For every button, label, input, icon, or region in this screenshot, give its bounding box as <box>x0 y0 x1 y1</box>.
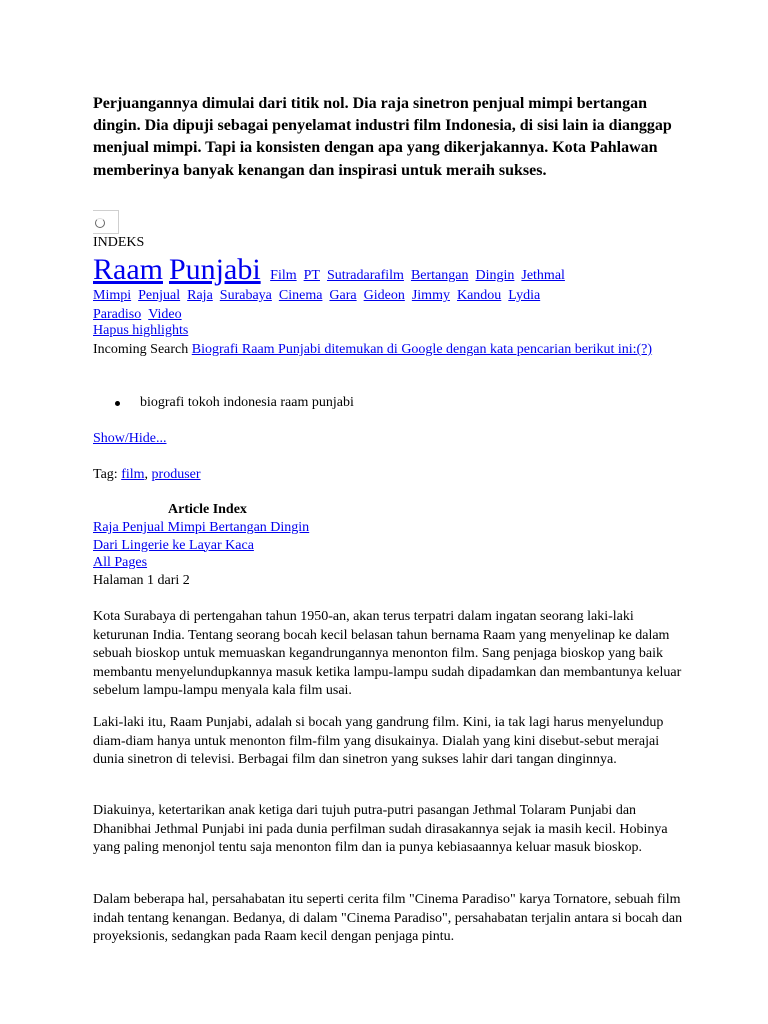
tag-link[interactable]: Gara <box>329 288 357 303</box>
article-index-link[interactable]: Dari Lingerie ke Layar Kaca <box>93 537 254 553</box>
tag-link[interactable]: Cinema <box>278 288 323 303</box>
article-index-links <box>93 519 678 572</box>
tag-link-produser[interactable]: produser <box>151 467 201 482</box>
hapus-highlights-link[interactable]: Hapus highlights <box>93 323 189 338</box>
tag-link[interactable]: Mimpi <box>93 288 132 303</box>
tag-link[interactable]: Dingin <box>475 268 515 283</box>
tag-link[interactable]: Paradiso <box>93 306 142 322</box>
intro-paragraph: Perjuangannya dimulai dari titik nol. Dia raja sinetron penjual mimpi bertangan dingin. Dia dipuji sebagai penyelamat industri film Indonesia, di sisi lain ia dianggap menjual mimpi. Tapi ia konsisten dengan apa yang dikerjakannya. Kota Pahlawan memberinya banyak kenangan dan inspirasi untuk meraih sukses. <box>93 95 672 179</box>
list-item: biografi tokoh indonesia raam punjabi <box>93 394 354 412</box>
tag-link[interactable]: PT <box>303 268 320 283</box>
tag-link[interactable]: Jethmal <box>521 268 565 283</box>
tag-link[interactable]: Raja <box>187 288 213 303</box>
article-index-link-all-pages[interactable]: All Pages <box>93 555 148 571</box>
tag-cloud <box>93 253 678 324</box>
show-hide-link[interactable]: Show/Hide... <box>93 431 167 446</box>
incoming-search-link[interactable]: Biografi Raam Punjabi ditemukan di Google dengan kata pencarian berikut ini:(?) <box>191 342 653 357</box>
tag-line <box>93 466 678 484</box>
tag-link[interactable]: Surabaya <box>219 288 272 303</box>
tag-link[interactable]: Sutradarafilm <box>326 268 404 283</box>
tag-separator: , <box>144 467 152 482</box>
tag-link[interactable]: Lydia <box>508 288 541 303</box>
show-hide <box>93 430 678 448</box>
tag-link-raam[interactable]: Raam <box>93 253 163 286</box>
body-paragraph: Dalam beberapa hal, persahabatan itu seperti cerita film "Cinema Paradiso" karya Tornatore, sebuah film indah tentang kenangan. Bedanya, di dalam "Cinema Paradiso", persahabatan terjalin antara si bocah dan proyeksionis, sedangkan pada Raam kecil dengan penjaga pintu. <box>93 892 683 945</box>
tag-cloud-row <box>93 287 678 306</box>
search-terms-list <box>93 394 354 412</box>
incoming-search <box>93 341 678 359</box>
tag-link[interactable]: Video <box>148 306 182 322</box>
tag-link[interactable]: Film <box>270 268 297 283</box>
indeks-label: INDEKS <box>93 235 145 250</box>
article-index-link[interactable]: Raja Penjual Mimpi Bertangan Dingin <box>93 520 310 535</box>
tag-link[interactable]: Gideon <box>363 288 405 303</box>
hapus-highlights <box>93 322 678 340</box>
tag-link[interactable]: Jimmy <box>411 288 450 303</box>
body-paragraph: Diakuinya, ketertarikan anak ketiga dari tujuh putra-putri pasangan Jethmal Tolaram Punjabi dan Dhanibhai Jethmal Punjabi ini pada dunia perfilman sudah dirasakannya sejak ia masih kecil. Hobinya yang paling menonjol tentu saja menonton film dan ia punya kebiasaannya keluar masuk bioskop. <box>93 803 668 856</box>
tag-link[interactable]: Bertangan <box>410 268 469 283</box>
tag-link[interactable]: Penjual <box>138 288 181 303</box>
article-index-title: Article Index <box>168 502 247 517</box>
tag-label: Tag: <box>93 467 122 482</box>
tag-link[interactable]: Kandou <box>456 288 502 303</box>
body-paragraph: Kota Surabaya di pertengahan tahun 1950-an, akan terus terpatri dalam ingatan seorang laki-laki keturunan India. Tentang seorang bocah kecil belasan tahun bernama Raam yang menyelinap ke dalam sebuah bioskop untuk memuaskan kegandrungannya menonton film. Sang penjaga bioskop yang baik membantu menyelundupkannya masuk ketika lampu-lampu sudah dipadamkan dan membantunya keluar sebelum lampu-lampu menyala kala film usai. <box>93 609 682 699</box>
incoming-search-label: Incoming Search <box>93 342 192 357</box>
page-indicator: Halaman 1 dari 2 <box>93 573 190 588</box>
tag-link-punjabi[interactable]: Punjabi <box>168 253 261 286</box>
loading-spinner-icon <box>93 210 119 234</box>
tag-link-film[interactable]: film <box>121 467 145 482</box>
body-paragraph: Laki-laki itu, Raam Punjabi, adalah si bocah yang gandrung film. Kini, ia tak lagi harus menyelundup diam-diam hanya untuk menonton film-film yang disukainya. Dialah yang kini disebut-sebut merajai dunia sinetron di televisi. Berbagai film dan sinetron yang sukses lahir dari tangan dinginnya. <box>93 715 664 768</box>
